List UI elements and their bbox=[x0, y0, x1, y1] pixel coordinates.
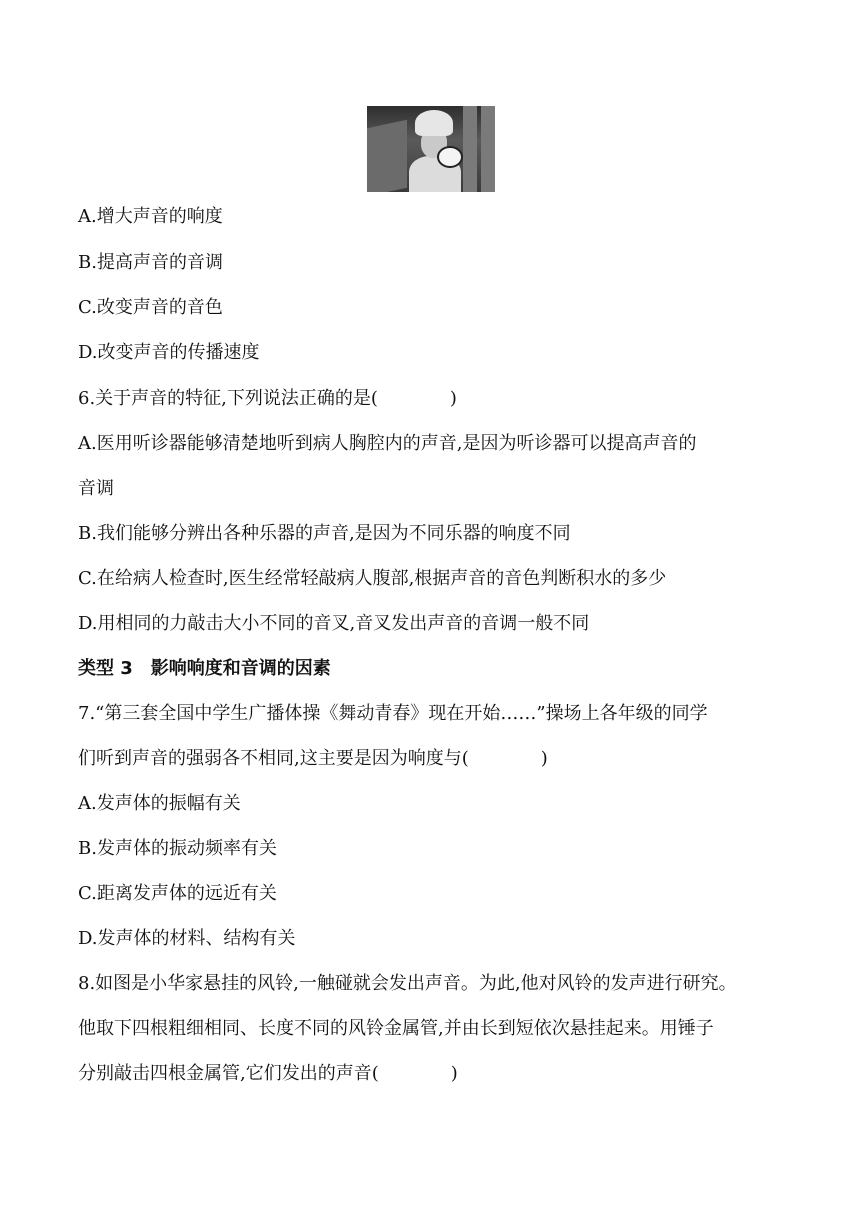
q6-option-d: D.用相同的力敲击大小不同的音叉,音叉发出声音的音调一般不同 bbox=[78, 613, 590, 634]
q7-stem-line-1: 7.“第三套全国中学生广播体操《舞动青春》现在开始……”操场上各年级的同学 bbox=[78, 703, 708, 724]
q7-option-a: A.发声体的振幅有关 bbox=[78, 793, 241, 814]
q6-stem: 6.关于声音的特征,下列说法正确的是( ) bbox=[78, 388, 457, 409]
megaphone-shape bbox=[437, 146, 463, 168]
q8-stem-line-1: 8.如图是小华家悬挂的风铃,一触碰就会发出声音。为此,他对风铃的发声进行研究。 bbox=[78, 973, 737, 994]
q8-stem-line-2: 他取下四根粗细相同、长度不同的风铃金属管,并由长到短依次悬挂起来。用锤子 bbox=[78, 1018, 714, 1039]
pillar-shape bbox=[481, 106, 495, 192]
q5-option-a: A.增大声音的响度 bbox=[78, 206, 223, 227]
q8-stem-line-3: 分别敲击四根金属管,它们发出的声音( ) bbox=[78, 1063, 458, 1084]
q6-option-c: C.在给病人检查时,医生经常轻敲病人腹部,根据声音的音色判断积水的多少 bbox=[78, 568, 667, 589]
q7-option-d: D.发声体的材料、结构有关 bbox=[78, 928, 296, 949]
q7-option-b: B.发声体的振动频率有关 bbox=[78, 838, 277, 859]
q5-option-b: B.提高声音的音调 bbox=[78, 252, 223, 273]
q7-option-c: C.距离发声体的远近有关 bbox=[78, 883, 277, 904]
q5-option-d: D.改变声音的传播速度 bbox=[78, 342, 260, 363]
q5-option-c: C.改变声音的音色 bbox=[78, 297, 223, 318]
section-heading: 类型 3 影响响度和音调的因素 bbox=[78, 658, 331, 679]
q6-option-a-cont: 音调 bbox=[78, 478, 114, 499]
q7-stem-line-2: 们听到声音的强弱各不相同,这主要是因为响度与( ) bbox=[78, 748, 548, 769]
q6-option-a: A.医用听诊器能够清楚地听到病人胸腔内的声音,是因为听诊器可以提高声音的 bbox=[78, 433, 697, 454]
flag-shape bbox=[367, 120, 407, 192]
q6-option-b: B.我们能够分辨出各种乐器的声音,是因为不同乐器的响度不同 bbox=[78, 523, 571, 544]
person-hat-shape bbox=[415, 110, 453, 136]
megaphone-photo-icon bbox=[367, 106, 495, 192]
pillar-shape bbox=[463, 106, 477, 192]
